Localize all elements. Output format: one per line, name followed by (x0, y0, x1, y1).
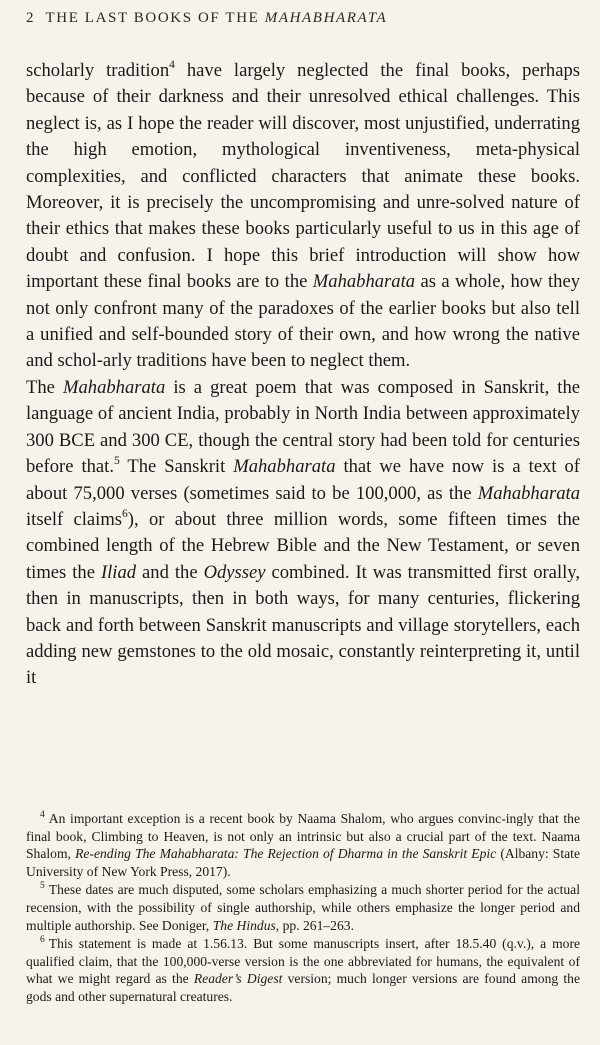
running-header (26, 10, 387, 27)
footnote-number: 6 (40, 934, 45, 945)
paragraph-2: The Mahabharata is a great poem that was composed in Sanskrit, the language of ancient India, probably in North India between approximately 300 BCE and 300 CE, though the central story had been told for centuries before that.$^5$ The Sanskrit Mahabharata that we have now is a text of about 75,000 verses (sometimes said to be 100,000, as the Mahabharata itself claims$^6$), or about three million words, some fifteen times the combined length of the Hebrew Bible and the New Testament, or seven times the Iliad and the Odyssey combined. It was transmitted first orally, then in manuscripts, then in both ways, for many centuries, flickering back and forth between Sanskrit manuscripts and village storytellers, each adding new gemstones to the old mosaic, constantly reinterpreting it, until it (26, 376, 581, 689)
footnote-ref-6[interactable]: 6 (122, 507, 128, 520)
footnote-number: 5 (40, 880, 45, 891)
main-text (26, 58, 580, 692)
footnote-ref-4[interactable]: 4 (169, 58, 175, 71)
footnote-4: $^4$ An important exception is a recent book by Naama Shalom, who argues convinc-ingly that the final book, Climbing to Heaven, is not only an intrinsic but also a crucial part of the text. Naama Shalom, Re-ending The Mahabharata: The Rejection of Dharma in the Sanskrit Epic (Albany: State University of New York Press, 2017). (26, 809, 580, 879)
running-title: THE LAST BOOKS OF THE MAHABHARATA (45, 10, 388, 26)
footnote-ref-5[interactable]: 5 (114, 454, 120, 467)
page-number: 2 (26, 10, 34, 26)
paragraph-1: scholarly tradition$^4$ have largely neglected the final books, perhaps because of their darkness and their unresolved ethical challenges. This neglect is, as I hope the reader will discover, most unjustified, underrating the high emotion, mythological inventiveness, meta-physical complexities, and conflicted characters that animate these books. Moreover, it is precisely the uncompromising and unre-solved nature of their ethics that makes these books particularly useful to us in this age of doubt and confusion. I hope this brief introduction will show how important these final books are to the Mahabharata as a whole, how they not only confront many of the paradoxes of the earlier books but also tell a unified and self-bounded story of their own, and how wrong the native and schol-arly traditions have been to neglect them. (26, 58, 580, 372)
footnote-5: $^5$ These dates are much disputed, some scholars emphasizing a much shorter period for the actual recension, with the possibility of single authorship, while others emphasize the longer period and multiple authorship. See Doniger, The Hindus, pp. 261–263. (26, 880, 580, 933)
footnotes (26, 810, 580, 1007)
footnote-6: $^6$ This statement is made at 1.56.13. But some manuscripts insert, after 18.5.40 (q.v.), a more qualified claim, that the 100,000-verse version is the one abbreviated for humans, the equivalent of what we might regard as the Reader’s Digest version; much longer versions are found among the gods and other supernatural creatures. (26, 934, 580, 1004)
footnote-number: 4 (40, 809, 45, 820)
